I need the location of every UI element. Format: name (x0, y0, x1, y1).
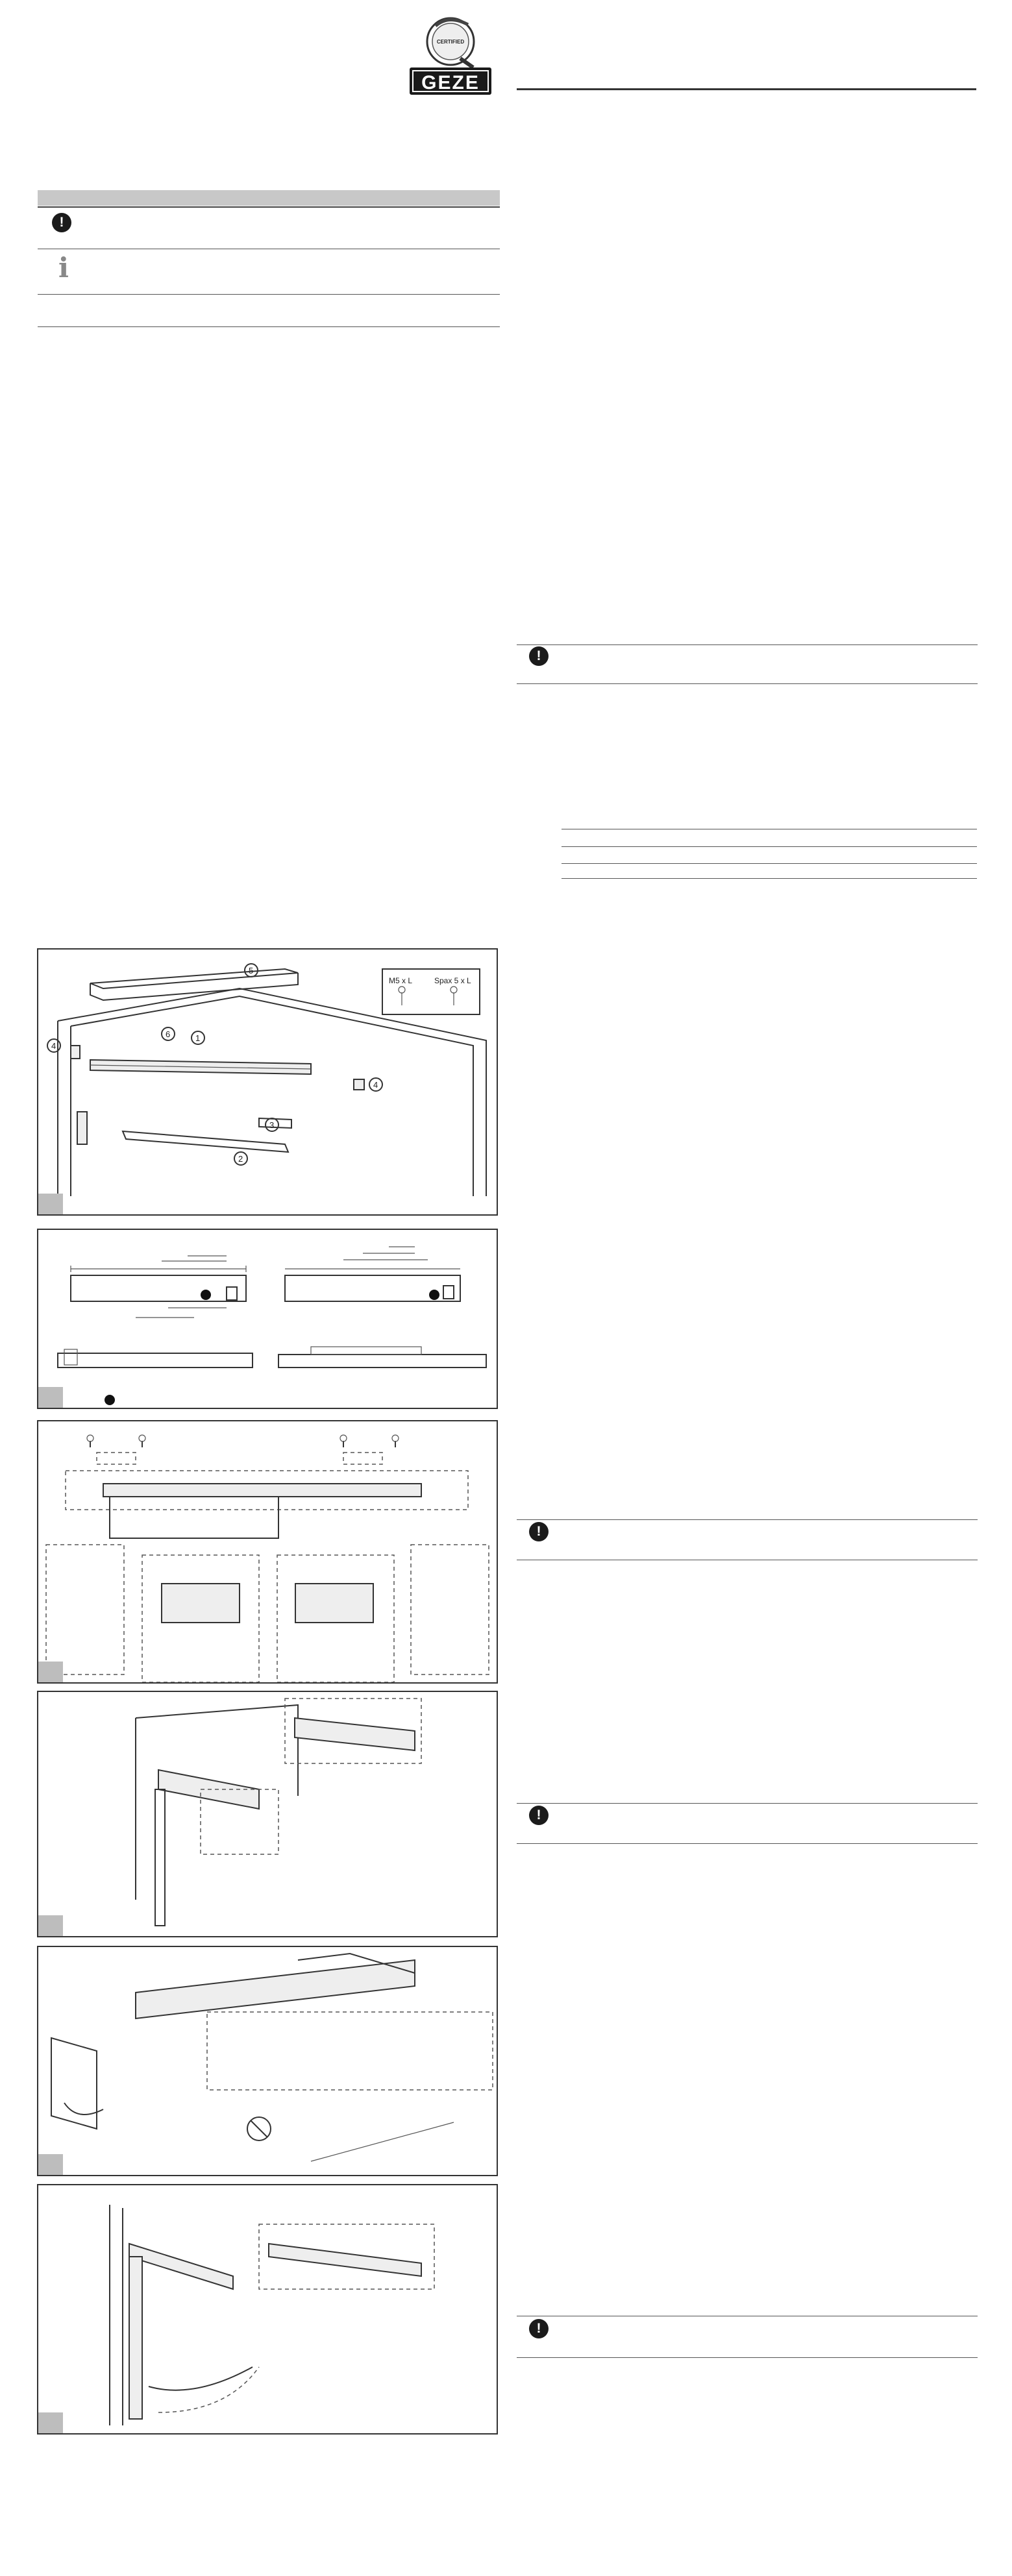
figure-number-tab (38, 2412, 63, 2433)
screw-label-spax: Spax 5 x L (434, 976, 471, 985)
figure-1-overview (37, 948, 498, 1216)
callout-1 (191, 1031, 204, 1044)
symbol-table-rule-1 (38, 206, 500, 208)
right-header-rule (517, 88, 976, 90)
svg-text:2: 2 (238, 1154, 243, 1164)
final-assembly-drawing (38, 2185, 497, 2433)
figure-5-slide-fitting (37, 1946, 498, 2176)
notice-1-top-rule (517, 644, 978, 645)
exclamation-circle-icon: ! (529, 2319, 549, 2338)
figure-6-final-assembly (37, 2184, 498, 2435)
svg-text:4: 4 (51, 1041, 56, 1051)
callout-3 (265, 1118, 278, 1131)
geze-wordmark: GEZE (410, 67, 491, 95)
geze-logo (410, 13, 493, 99)
figure-number-tab (38, 1194, 63, 1214)
exclamation-circle-icon: ! (529, 1522, 549, 1541)
notice-3-top-rule (517, 1803, 978, 1804)
svg-text:5: 5 (249, 966, 254, 975)
dimension-drawing (38, 1230, 497, 1408)
door-mounting-drawing (38, 1692, 497, 1936)
spec-table-rule-3 (562, 863, 977, 864)
figure-2-dimensions (37, 1229, 498, 1409)
callout-5 (245, 964, 258, 977)
callout-2 (234, 1152, 247, 1165)
svg-text:4: 4 (373, 1080, 378, 1090)
svg-text:1: 1 (195, 1033, 201, 1043)
exclamation-circle-icon: ! (529, 646, 549, 666)
screw-label-m5: M5 x L (389, 976, 413, 985)
slide-fitting-drawing (38, 1947, 497, 2175)
symbol-table-header (38, 190, 500, 206)
svg-text:3: 3 (269, 1120, 275, 1130)
figure-number-tab (38, 1915, 63, 1936)
notice-4-bottom-rule (517, 2357, 978, 2358)
figure-number-tab (38, 1387, 63, 1408)
overview-drawing (38, 950, 497, 1214)
svg-text:CERTIFIED: CERTIFIED (436, 39, 465, 45)
figure-number-tab (38, 2154, 63, 2175)
callout-4-right (369, 1078, 382, 1091)
exclamation-circle-icon: ! (52, 213, 71, 232)
figure-3-rail-mounting (37, 1420, 498, 1684)
notice-3-bottom-rule (517, 1843, 978, 1844)
spec-table-rule-4 (562, 878, 977, 879)
symbol-table-rule-3 (38, 294, 500, 295)
notice-1-bottom-rule (517, 683, 978, 684)
notice-2-top-rule (517, 1519, 978, 1520)
exclamation-circle-icon: ! (529, 1806, 549, 1825)
svg-text:6: 6 (166, 1029, 171, 1039)
figure-number-tab (38, 1662, 63, 1682)
figure-4-door-mounting (37, 1691, 498, 1937)
callout-6 (162, 1027, 175, 1040)
spec-table-rule-2 (562, 846, 977, 847)
rail-mounting-drawing (38, 1421, 497, 1682)
info-icon: i (58, 252, 69, 284)
symbol-table-rule-4 (38, 326, 500, 327)
certification-seal-icon (410, 13, 493, 69)
